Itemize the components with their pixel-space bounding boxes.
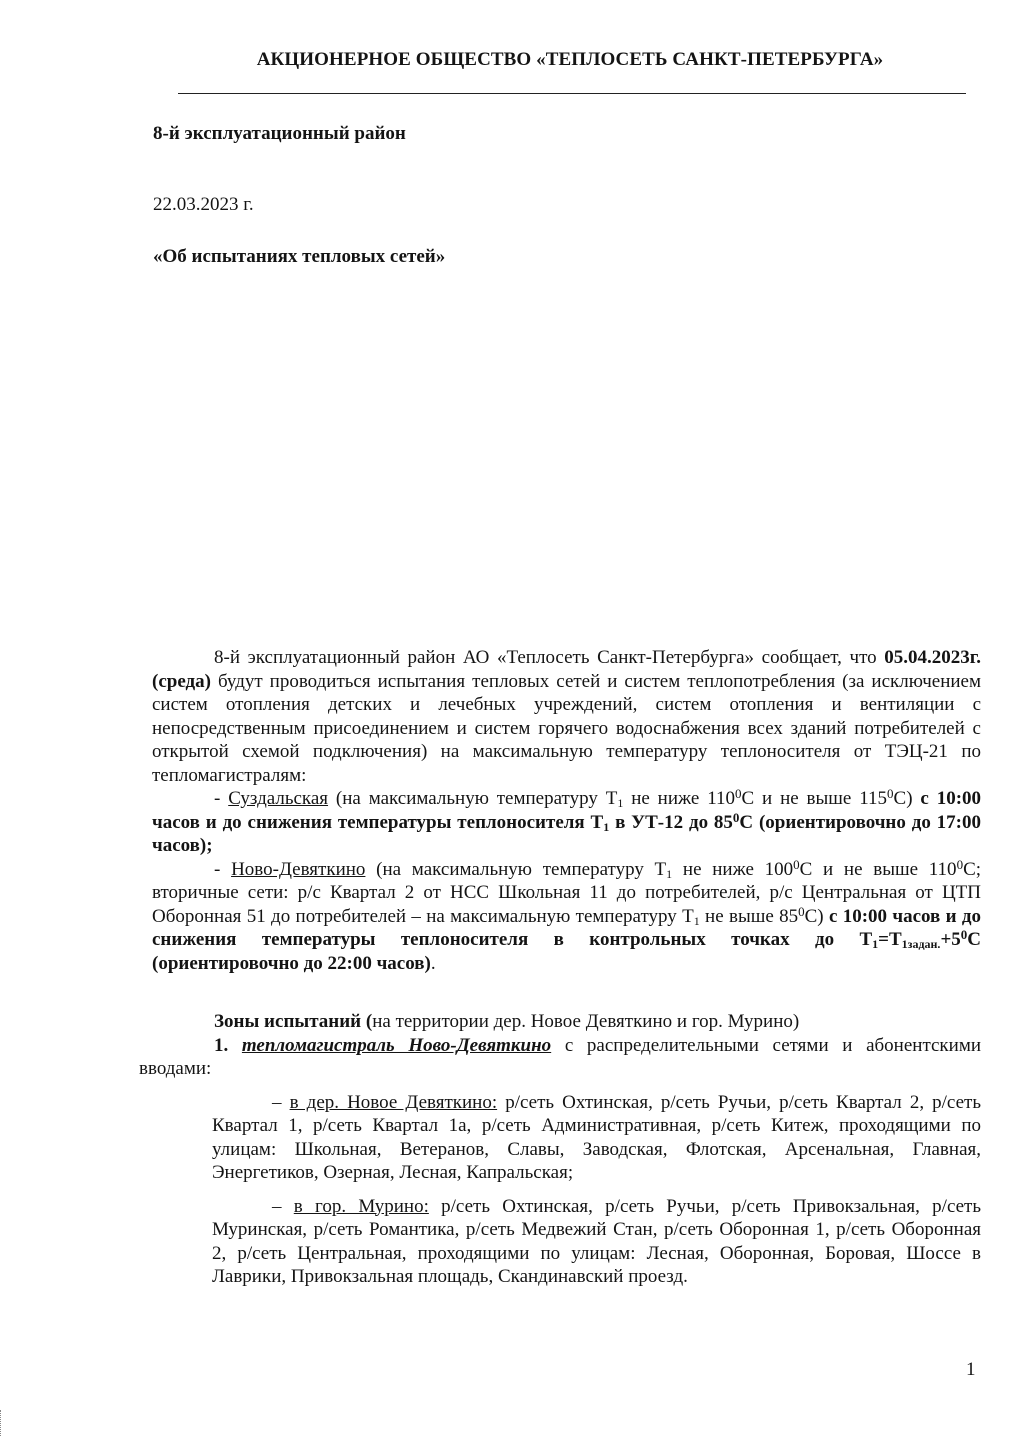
schedule-suzdalskaya: с 10:00 часов и до снижения температуры теплоносителя $Т_1$ в УТ-12 до $85^0С$ (ориентировочно до 17:00 часов); — [152, 788, 982, 856]
zone-subitem-murino: – в гор. Мурино: р/сеть Охтинская, р/сеть Ручьи, р/сеть Привокзальная, р/сеть Муринская, р/сеть Романтика, р/сеть Медвежий Стан, р/сеть Оборонная 1, р/сеть Оборонная 2, р/сеть Центральная, проходящими по улицам: Лесная, Оборонная, Боровая, Шоссе в Лаврики, Привокзальная площадь, Скандинавский проезд. — [212, 1195, 982, 1287]
schedule-novo-devyatkino: с 10:00 часов и до снижения температуры теплоносителя в контрольных точках до $Т_1=Т_{1задан.}+5^0С$ (ориентировочно до 22:00 часов) — [152, 905, 981, 974]
main-line-name: Ново-Девяткино — [231, 858, 366, 880]
document-date: 22.03.2023 г. — [153, 194, 254, 215]
zone-place: в дер. Новое Девяткино: — [289, 1091, 498, 1113]
main-line-name: Суздальская — [228, 788, 329, 809]
scan-edge-mark — [0, 1410, 4, 1436]
test-date: 05.04.2023г. (среда) — [152, 647, 981, 692]
page-number: 1 — [966, 1359, 976, 1380]
announcement-body — [152, 646, 981, 975]
main-line-suzdalskaya: - Суздальская (на максимальную температуру $Т_1$ не ниже $110^0С$ и не выше $115^0С$) с 10:00 часов и до снижения температуры теплоносителя $Т_1$ в УТ-12 до $85^0С$ (ориентировочно до 17:00 часов); — [152, 786, 982, 856]
organization-header: АКЦИОНЕРНОЕ ОБЩЕСТВО «ТЕПЛОСЕТЬ САНКТ-ПЕТЕРБУРГА» — [256, 49, 884, 70]
header-divider — [178, 93, 966, 94]
zone-subitem-novoe-devyatkino: – в дер. Новое Девяткино: р/сеть Охтинская, р/сеть Ручьи, р/сеть Квартал 2, р/сеть Квартал 1, р/сеть Квартал 1а, р/сеть Административная, р/сеть Китеж, проходящими по улицам: Школьная, Ветеранов, Славы, Заводская, Флотская, Арсенальная, Главная, Энергетиков, Озерная, Лесная, Капральская; — [212, 1091, 981, 1183]
intro-paragraph: 8-й эксплуатационный район АО «Теплосеть Санкт-Петербурга» сообщает, что 05.04.2023г. (среда) будут проводиться испытания тепловых сетей и систем теплопотребления (за исключением систем отопления детских и лечебных учреждений, систем отопления и вентиляции с непосредственным присоединением и систем горячего водоснабжения всех зданий потребителей с открытой схемой подключения) на максимальную температуру теплоносителя от ТЭЦ-21 по тепломагистралям: — [152, 647, 981, 786]
zone-place: в гор. Мурино: — [293, 1195, 429, 1217]
zone-item-1-name: тепломагистраль Ново-Девяткино — [241, 1034, 552, 1056]
document-subject: «Об испытаниях тепловых сетей» — [153, 246, 446, 267]
zones-heading: Зоны испытаний (на территории дер. Новое Девяткино и гор. Мурино) — [214, 1011, 800, 1032]
main-line-novo-devyatkino: - Ново-Девяткино (на максимальную температуру $Т_1$ не ниже $100^0С$ и не выше $110^0С$; вторичные сети: р/с Квартал 2 от НСС Школьная 11 до потребителей, р/с Центральная от ЦТП Оборонная 51 до потребителей – на максимальную температуру $Т_1$ не выше $85^0С$) с 10:00 часов и до снижения температуры теплоносителя в контрольных точках до $Т_1=Т_{1задан.}+5^0С$ (ориентировочно до 22:00 часов). — [152, 856, 982, 974]
zone-item-1: 1. тепломагистраль Ново-Девяткино с распределительными сетями и абонентскими вводами: — [139, 1034, 982, 1079]
district-name: 8-й эксплуатационный район — [153, 123, 406, 144]
test-zones-section — [139, 1010, 981, 1289]
